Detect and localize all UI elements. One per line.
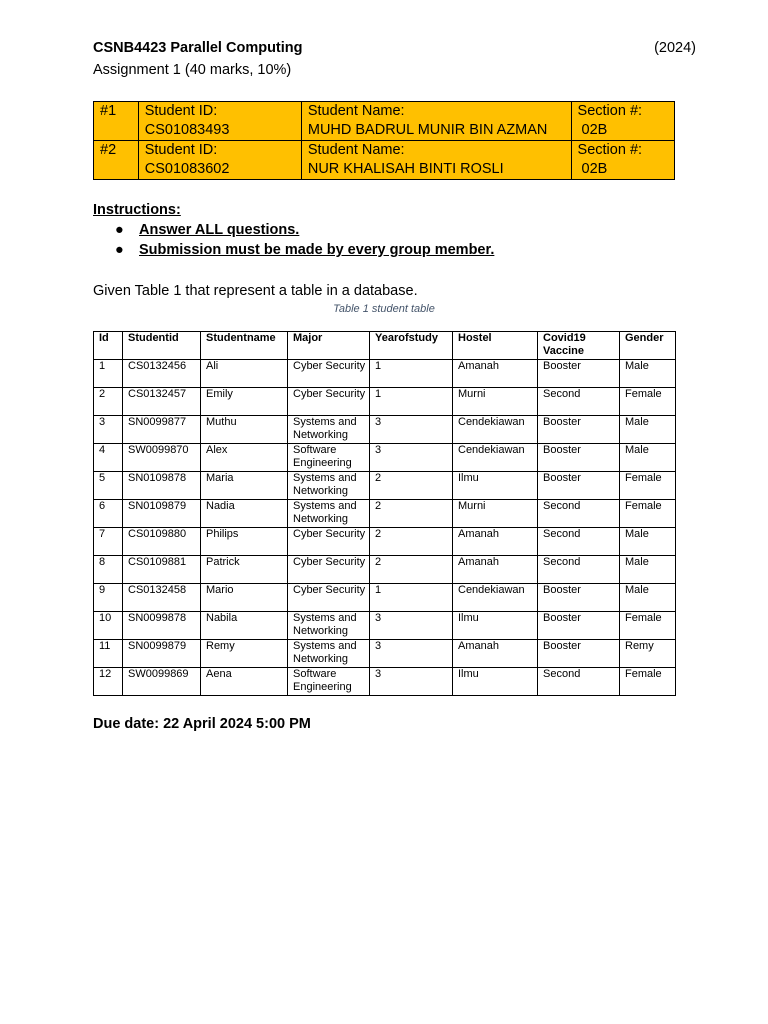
column-header: Yearofstudy [370, 332, 453, 360]
table-row [94, 416, 676, 444]
student-section-label: Section #: [577, 103, 643, 119]
student-section-cell [571, 102, 674, 141]
table-cell: Systems and Networking [288, 500, 370, 528]
table-cell: CS0132457 [123, 388, 201, 416]
instruction-text: Submission must be made by every group member. [139, 242, 495, 258]
table-cell: Female [620, 472, 676, 500]
table-cell: Philips [201, 528, 288, 556]
column-header: Major [288, 332, 370, 360]
student-section-value: 02B [581, 122, 608, 138]
table-row [94, 668, 676, 696]
bullet-icon: ● [115, 242, 124, 258]
column-header: Covid19 Vaccine [538, 332, 620, 360]
table-cell: 2 [370, 500, 453, 528]
column-header: Hostel [453, 332, 538, 360]
table-cell: SW0099870 [123, 444, 201, 472]
table-cell: Systems and Networking [288, 416, 370, 444]
table-cell: Alex [201, 444, 288, 472]
student-id-cell [138, 102, 301, 141]
table-cell: 3 [370, 612, 453, 640]
table-cell: 1 [370, 584, 453, 612]
table-cell: Booster [538, 416, 620, 444]
table-row [94, 472, 676, 500]
table-cell: 3 [370, 444, 453, 472]
table-cell: Female [620, 612, 676, 640]
table-row [94, 640, 676, 668]
instructions-title: Instructions: [93, 202, 181, 218]
table-row [94, 584, 676, 612]
table-cell: CS0109880 [123, 528, 201, 556]
table-cell: 2 [370, 528, 453, 556]
table-cell: Ali [201, 360, 288, 388]
student-name-label: Student Name: [307, 142, 405, 158]
document-header [93, 40, 698, 62]
table-cell: Male [620, 528, 676, 556]
table-cell: Muthu [201, 416, 288, 444]
table-cell: SN0109878 [123, 472, 201, 500]
document-page [93, 40, 698, 732]
table-cell: Emily [201, 388, 288, 416]
table-cell: Amanah [453, 640, 538, 668]
table-cell: Cyber Security [288, 528, 370, 556]
table-cell: Female [620, 388, 676, 416]
table-cell: CS0132456 [123, 360, 201, 388]
table-cell: 1 [370, 360, 453, 388]
table-cell: 3 [370, 640, 453, 668]
table-cell: Male [620, 360, 676, 388]
table-cell: Booster [538, 640, 620, 668]
student-id-label: Student ID: [144, 142, 218, 158]
table-cell: Female [620, 500, 676, 528]
table-cell: Cyber Security [288, 388, 370, 416]
table-cell: Second [538, 556, 620, 584]
table-cell: 2 [370, 472, 453, 500]
column-header: Gender [620, 332, 676, 360]
bullet-icon: ● [115, 222, 124, 238]
table-cell: 3 [94, 416, 123, 444]
table-cell: Systems and Networking [288, 472, 370, 500]
instruction-item [115, 240, 698, 260]
column-header: Id [94, 332, 123, 360]
table-cell: Systems and Networking [288, 640, 370, 668]
instruction-text: Answer ALL questions. [139, 222, 300, 238]
table-cell: 5 [94, 472, 123, 500]
table-cell: Cendekiawan [453, 444, 538, 472]
student-id-label: Student ID: [144, 103, 218, 119]
table-cell: Amanah [453, 360, 538, 388]
student-id-value: CS01083602 [144, 161, 230, 177]
instructions-list [93, 220, 698, 260]
table-cell: SN0109879 [123, 500, 201, 528]
table-cell: Booster [538, 584, 620, 612]
table-cell: 11 [94, 640, 123, 668]
student-section-value: 02B [581, 161, 608, 177]
student-name-value: NUR KHALISAH BINTI ROSLI [307, 161, 504, 177]
table-cell: 8 [94, 556, 123, 584]
table-cell: Second [538, 668, 620, 696]
student-section-label: Section #: [577, 142, 643, 158]
assignment-subtitle: Assignment 1 (40 marks, 10%) [93, 62, 292, 78]
table-cell: 1 [370, 388, 453, 416]
table-cell: Nadia [201, 500, 288, 528]
table-cell: Mario [201, 584, 288, 612]
table-cell: Booster [538, 360, 620, 388]
student-name-value: MUHD BADRUL MUNIR BIN AZMAN [307, 122, 548, 138]
table-cell: Software Engineering [288, 444, 370, 472]
table-cell: Second [538, 388, 620, 416]
column-header: Studentid [123, 332, 201, 360]
table-cell: Booster [538, 472, 620, 500]
table-cell: SN0099877 [123, 416, 201, 444]
table-cell: Second [538, 500, 620, 528]
student-name-label: Student Name: [307, 103, 405, 119]
table-cell: Second [538, 528, 620, 556]
table-cell: Murni [453, 388, 538, 416]
table-cell: Systems and Networking [288, 612, 370, 640]
course-year: (2024) [654, 40, 696, 56]
table-cell: 4 [94, 444, 123, 472]
table-cell: CS0132458 [123, 584, 201, 612]
table-cell: Ilmu [453, 668, 538, 696]
student-index: #2 [94, 141, 139, 180]
table-cell: Cyber Security [288, 360, 370, 388]
table-cell: Cendekiawan [453, 416, 538, 444]
student-name-cell [301, 141, 571, 180]
table-cell: 10 [94, 612, 123, 640]
table-header-row [94, 332, 676, 360]
table-cell: Remy [620, 640, 676, 668]
student-index: #1 [94, 102, 139, 141]
table-row [94, 500, 676, 528]
table-cell: Maria [201, 472, 288, 500]
course-title: CSNB4423 Parallel Computing [93, 40, 303, 56]
table-cell: Nabila [201, 612, 288, 640]
table-cell: 6 [94, 500, 123, 528]
table-cell: 1 [94, 360, 123, 388]
table-cell: Cyber Security [288, 584, 370, 612]
table-cell: Murni [453, 500, 538, 528]
table-cell: 2 [370, 556, 453, 584]
table-caption: Table 1 student table [333, 303, 435, 315]
table-cell: Cyber Security [288, 556, 370, 584]
table-row [94, 556, 676, 584]
instructions-block [93, 200, 698, 260]
table-cell: Aena [201, 668, 288, 696]
table-cell: Software Engineering [288, 668, 370, 696]
table-cell: Booster [538, 612, 620, 640]
table-cell: Male [620, 584, 676, 612]
table-cell: Male [620, 444, 676, 472]
table-row [94, 612, 676, 640]
instruction-item [115, 220, 698, 240]
table-cell: 3 [370, 416, 453, 444]
student-id-value: CS01083493 [144, 122, 230, 138]
table-cell: Cendekiawan [453, 584, 538, 612]
table-body [94, 360, 676, 696]
table-cell: Male [620, 416, 676, 444]
table-cell: SN0099879 [123, 640, 201, 668]
table-row [94, 360, 676, 388]
table-cell: Ilmu [453, 472, 538, 500]
table-cell: Remy [201, 640, 288, 668]
table-cell: Amanah [453, 556, 538, 584]
table-cell: Amanah [453, 528, 538, 556]
table-cell: Male [620, 556, 676, 584]
table-cell: 9 [94, 584, 123, 612]
table-cell: Patrick [201, 556, 288, 584]
table-cell: 2 [94, 388, 123, 416]
student-row [94, 141, 675, 180]
student-database-table [93, 331, 676, 696]
table-cell: CS0109881 [123, 556, 201, 584]
student-id-cell [138, 141, 301, 180]
table-cell: 3 [370, 668, 453, 696]
student-section-cell [571, 141, 674, 180]
table-row [94, 388, 676, 416]
table-cell: 7 [94, 528, 123, 556]
table-cell: Female [620, 668, 676, 696]
table-row [94, 444, 676, 472]
table-cell: SW0099869 [123, 668, 201, 696]
table-row [94, 528, 676, 556]
student-info-table [93, 101, 675, 180]
table-cell: Ilmu [453, 612, 538, 640]
due-date: Due date: 22 April 2024 5:00 PM [93, 716, 311, 732]
student-name-cell [301, 102, 571, 141]
student-row [94, 102, 675, 141]
table-cell: Booster [538, 444, 620, 472]
table-cell: SN0099878 [123, 612, 201, 640]
table-cell: 12 [94, 668, 123, 696]
column-header: Studentname [201, 332, 288, 360]
given-text: Given Table 1 that represent a table in a database. [93, 283, 418, 299]
